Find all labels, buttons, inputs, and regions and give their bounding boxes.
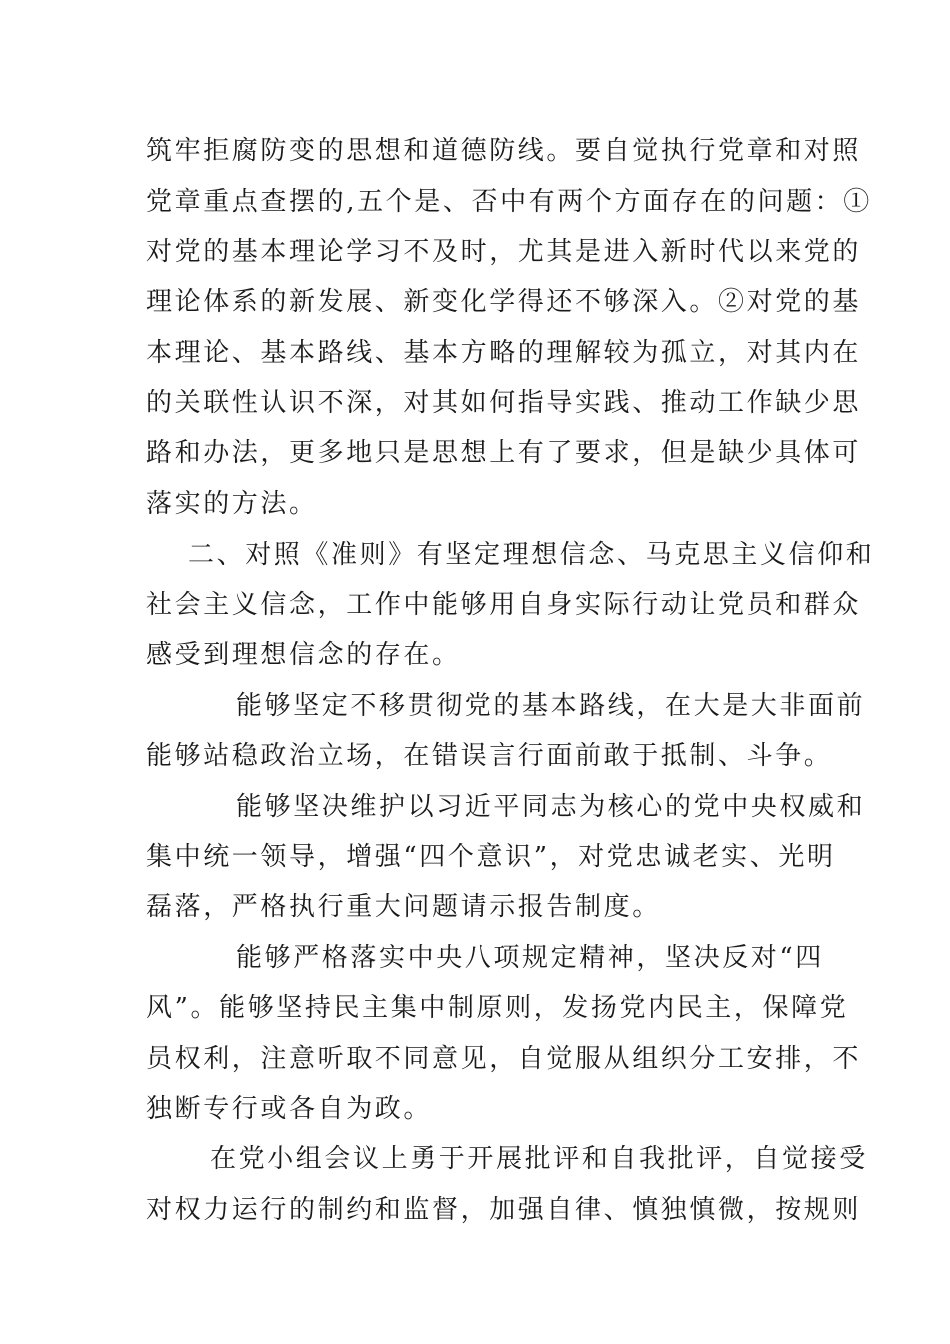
paragraph-5-line-2: 风”。能够坚持民主集中制原则，发扬党内民主，保障党	[146, 993, 849, 1023]
paragraph-2-line-2: 社会主义信念，工作中能够用自身实际行动让党员和群众	[146, 590, 862, 620]
paragraph-2-line-3: 感受到理想信念的存在。	[146, 640, 461, 670]
paragraph-6-line-2: 对权力运行的制约和监督，加强自律、慎独慎微，按规则	[146, 1195, 862, 1225]
paragraph-1-line-8: 落实的方法。	[146, 489, 318, 519]
paragraph-4-line-3: 磊落，严格执行重大问题请示报告制度。	[146, 892, 661, 922]
paragraph-4-line-2: 集中统一领导，增强“四个意识”，对党忠诚老实、光明	[146, 842, 836, 872]
paragraph-5-line-3: 员权利，注意听取不同意见，自觉服从组织分工安排，不	[146, 1044, 862, 1074]
paragraph-3-line-2: 能够站稳政治立场，在错误言行面前敢于抵制、斗争。	[146, 741, 833, 771]
paragraph-6-line-1: 在党小组会议上勇于开展批评和自我批评，自觉接受	[210, 1144, 868, 1174]
paragraph-1-line-4: 理论体系的新发展、新变化学得还不够深入。②对党的基	[146, 287, 862, 317]
paragraph-5-line-1: 能够严格落实中央八项规定精神，坚决反对“四	[236, 943, 824, 973]
paragraph-5-line-4: 独断专行或各自为政。	[146, 1094, 433, 1124]
paragraph-1-line-5: 本理论、基本路线、基本方略的理解较为孤立，对其内在	[146, 338, 862, 368]
paragraph-4-line-1: 能够坚决维护以习近平同志为核心的党中央权威和	[236, 792, 866, 822]
paragraph-1-line-2: 党章重点查摆的,五个是、否中有两个方面存在的问题：①	[146, 187, 872, 217]
paragraph-1-line-1: 筑牢拒腐防变的思想和道德防线。要自觉执行党章和对照	[146, 136, 862, 166]
paragraph-2-line-1: 二、对照《准则》有坚定理想信念、马克思主义信仰和	[188, 540, 875, 570]
paragraph-1-line-3: 对党的基本理论学习不及时，尤其是进入新时代以来党的	[146, 237, 862, 267]
paragraph-3-line-1: 能够坚定不移贯彻党的基本路线，在大是大非面前	[236, 691, 866, 721]
paragraph-1-line-7: 路和办法，更多地只是思想上有了要求，但是缺少具体可	[146, 438, 862, 468]
paragraph-1-line-6: 的关联性认识不深，对其如何指导实践、推动工作缺少思	[146, 388, 862, 418]
